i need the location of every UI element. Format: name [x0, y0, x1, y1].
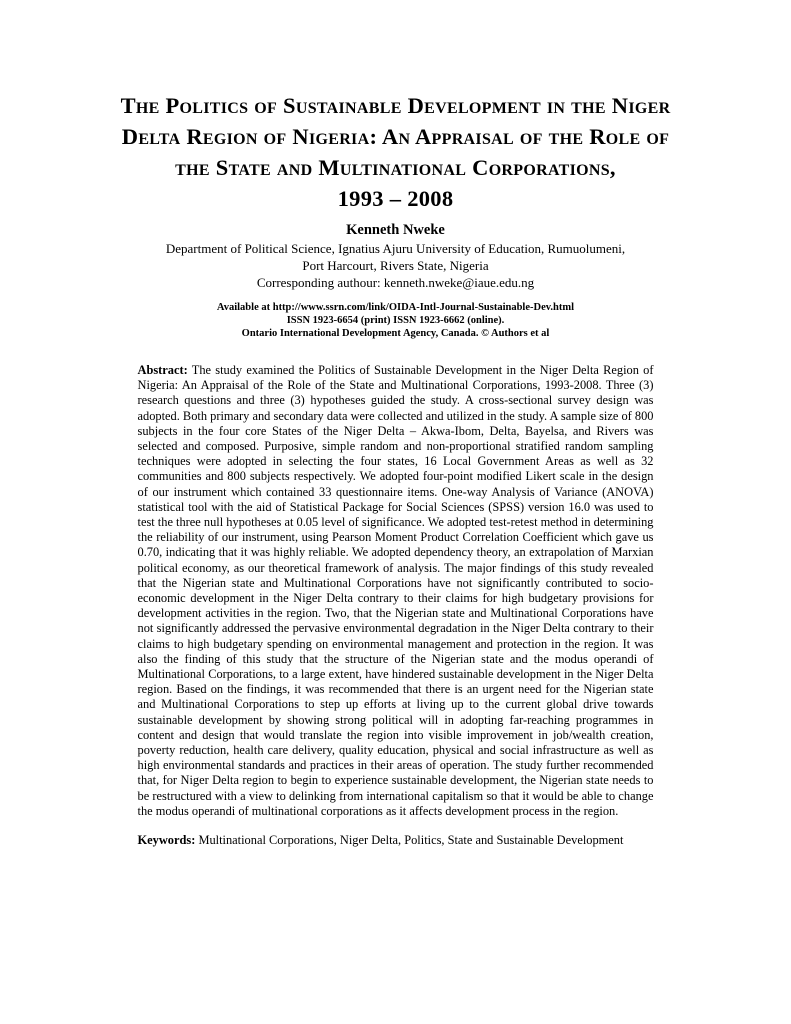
author-affiliation-line-2: Port Harcourt, Rivers State, Nigeria — [302, 258, 489, 273]
corresponding-author-line: Corresponding authour: kenneth.nweke@iaue.edu.ng — [256, 275, 535, 290]
author-block — [0, 221, 791, 291]
availability-url-line: Available at http://www.ssrn.com/link/OIDA-Intl-Journal-Sustainable-Dev.html — [216, 302, 575, 313]
title-line-4: 1993 – 2008 — [337, 186, 454, 211]
abstract-label: Abstract: — [137, 363, 188, 377]
keywords-text: Multinational Corporations, Niger Delta, Politics, State and Sustainable Development — [198, 833, 624, 848]
author-name: Kenneth Nweke — [346, 222, 445, 238]
abstract-text: The study examined the Politics of Sustainable Development in the Niger Delta Region of Nigeria: An Appraisal of the Role of the State and Multinational Corporations, 1993-2008. Three (3) research questions and three (3) hypotheses guided the study. A cross-sectional survey design was adopted. Both primary and secondary data were collected and utilized in the study. A sample size of 800 subjects in the four core States of the Niger Delta – Akwa-Ibom, Delta, Bayelsa, and Rivers was selected and composed. Purposive, simple random and non-proportional stratified random sampling techniques were adopted in selecting the four states, 16 Local Government Areas as well as 32 communities and 800 subjects respectively. We adopted four-point modified Likert scale in the design of our instrument which contained 33 questionnaire items. One-way Analysis of Variance (ANOVA) statistical tool with the aid of Statistical Package for Social Sciences (SPSS) version 16.0 was used to test the three null hypotheses at 0.05 level of significance. We adopted test-retest method in determining the reliability of our instrument, using Pearson Moment Product Correlation Coefficient which gave us 0.70, indicating that it was highly reliable. We adopted dependency theory, an extrapolation of Marxian political economy, as our theoretical framework of analysis. The major findings of this study revealed that the Nigerian state and Multinational Corporations have not significantly contributed to socio-economic development in the Niger Delta contrary to their claims for high budgetary provisions for development activities in the region. Two, that the Nigerian state and Multinational Corporations have not significantly addressed the pervasive environmental degradation in the Niger Delta contrary to their claims to high budgetary spending on environmental management and protection in the region. It was also the finding of this study that the structure of the Nigerian state and the modus operandi of Multinational Corporations, to a large extent, have hindered sustainable development in the Niger Delta region. Based on the findings, it was recommended that there is an urgent need for the Nigerian state and Multinational Corporations to step up efforts at living up to the current global drive towards sustainable development by showing strong political will in adopting far-reaching programmes in content and design that would translate the region into visible improvement in job/wealth creation, poverty reduction, health care delivery, quality education, physical and social infrastructure as well as high environmental standards and practices in their areas of operation. The study further recommended that, for Niger Delta region to begin to experience sustainable development, the Nigerian state needs to be restructured with a view to delinking from international capitalism so that it would be able to change the modus operandi of multinational corporations as it affects development process in the region. — [137, 363, 654, 818]
publisher-line: Ontario International Development Agency, Canada. © Authors et al — [241, 328, 550, 339]
keywords-label: Keywords: — [137, 833, 196, 848]
author-affiliation-line-1: Department of Political Science, Ignatius Ajuru University of Education, Rumuolumeni, — [165, 241, 626, 256]
title-line-3: the State and Multinational Corporations, — [175, 155, 616, 180]
availability-block — [0, 301, 791, 340]
page-title — [0, 0, 791, 214]
issn-line: ISSN 1923-6654 (print) ISSN 1923-6662 (online). — [286, 315, 505, 326]
title-line-1: The Politics of Sustainable Development in the Niger — [120, 93, 671, 118]
abstract-paragraph — [138, 363, 654, 819]
keywords-paragraph — [138, 833, 654, 848]
title-line-2: Delta Region of Nigeria: An Appraisal of the Role of — [121, 124, 670, 149]
